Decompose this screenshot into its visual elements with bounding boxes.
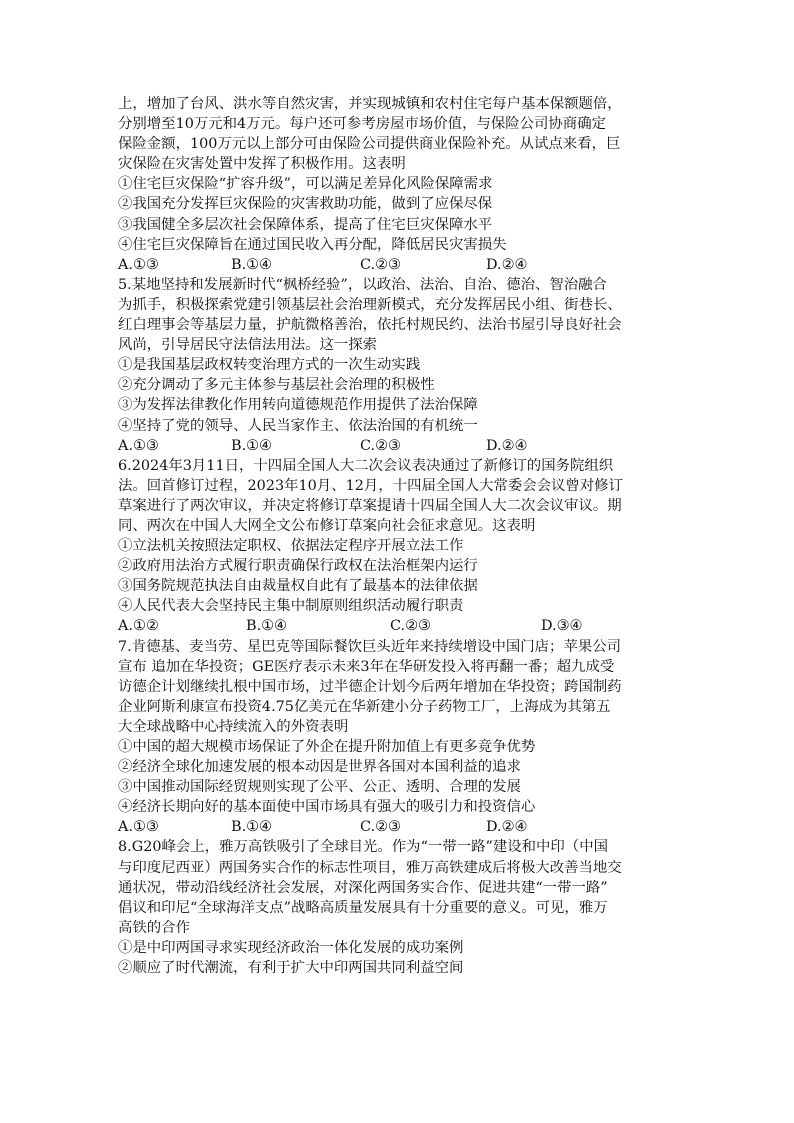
statement-item: ①住宅巨灾保险“扩容升级”，可以满足差异化风险保障需求 [118, 176, 493, 193]
option-b: B.①④ [246, 618, 287, 635]
question-stem-line: 宣布 追加在华投资；GE医疗表示未来3年在华研发投入将再翻一番；超九成受 [118, 658, 615, 675]
option-a: A.①③ [118, 819, 159, 836]
option-c: C.②③ [360, 819, 401, 836]
question-stem-line: 分别增至10万元和4万元。每户还可参考房屋市场价值，与保险公司协商确定 [118, 116, 606, 133]
question-8 [118, 837, 678, 978]
exam-page [118, 94, 678, 978]
option-c: C.②③ [390, 618, 431, 635]
question-stem-line: 6.2024年3月11日，十四届全国人大二次会议表决通过了新修订的国务院组织 [118, 457, 614, 474]
statement-item: ④人民代表大会坚持民主集中制原则组织活动履行职责 [118, 598, 464, 615]
statement-item: ④坚持了党的领导、人民当家作主、依法治国的有机统一 [118, 417, 478, 434]
statement-item: ②顺应了时代潮流，有利于扩大中印两国共同利益空间 [118, 960, 464, 977]
question-4 [118, 94, 678, 275]
statement-item: ①立法机关按照法定职权、依据法定程序开展立法工作 [118, 538, 464, 555]
answer-options [118, 436, 678, 456]
option-d: D.③④ [541, 618, 583, 635]
question-stem-line: 同、两次在中国人大网全文公布修订草案向社会征求意见。这表明 [118, 517, 536, 534]
question-5 [118, 275, 678, 456]
statement-item: ①中国的超大规模市场保证了外企在提升附加值上有更多竞争优势 [118, 739, 536, 755]
question-stem-line: 风尚，引导居民守法信法用法。这一探索 [118, 337, 378, 354]
answer-options [118, 817, 678, 837]
question-stem-line: 倡议和印尼“全球海洋支点”战略高质量发展具有十分重要的意义。可见，雅万 [118, 899, 608, 916]
option-b: B.①④ [231, 819, 272, 836]
question-stem-line: 为抓手，积极探索党建引领基层社会治理新模式，充分发挥居民小组、街巷长、 [118, 296, 622, 313]
question-stem-line: 法。回首修订过程，2023年10月、12月，十四届全国人大常委会会议曾对修订 [118, 477, 623, 494]
answer-options [118, 255, 678, 275]
statement-item: ①是中印两国寻求实现经济政治一体化发展的成功案例 [118, 939, 464, 956]
statement-item: ②经济全球化加速发展的根本动因是世界各国对本国利益的追求 [118, 759, 521, 776]
statement-item: ②我国充分发挥巨灾保险的灾害救助功能，做到了应保尽保 [118, 196, 493, 213]
question-stem-line: 与印度尼西亚）两国务实合作的标志性项目，雅万高铁建成后将极大改善当地交 [118, 859, 622, 876]
answer-options [118, 616, 678, 636]
statement-item: ③为发挥法律教化作用转向道德规范作用提供了法治保障 [118, 397, 478, 414]
option-d: D.②④ [486, 437, 528, 454]
statement-item: ③我国健全多层次社会保障体系，提高了住宅巨灾保障水平 [118, 216, 493, 233]
statement-item: ③国务院规范执法自由裁量权自此有了最基本的法律依据 [118, 578, 478, 595]
question-stem-line: 企业阿斯利康宣布投资4.75亿美元在华新建小分子药物工厂，上海成为其第五 [118, 698, 611, 715]
statement-item: ②充分调动了多元主体参与基层社会治理的积极性 [118, 377, 435, 394]
question-stem-line: 大全球战略中心持续流入的外资表明 [118, 718, 349, 735]
statement-item: ③中国推动国际经贸规则实现了公平、公正、透明、合理的发展 [118, 779, 521, 796]
option-a: A.①② [118, 618, 159, 635]
question-stem-line: 红白理事会等基层力量，护航微格善治，依托村规民约、法治书屋引导良好社会 [118, 317, 622, 334]
option-a: A.①③ [118, 256, 159, 273]
option-d: D.②④ [486, 819, 528, 836]
statement-item: ④经济长期向好的基本面使中国市场具有强大的吸引力和投资信心 [118, 799, 536, 816]
option-a: A.①③ [118, 437, 159, 454]
question-stem-line: 灾保险在灾害处置中发挥了积极作用。这表明 [118, 156, 406, 173]
option-d: D.②④ [486, 256, 528, 273]
question-stem-line: 8.G20峰会上，雅万高铁吸引了全球目光。作为“一带一路”建设和中印（中国 [118, 839, 608, 856]
option-b: B.①④ [231, 437, 272, 454]
question-stem-line: 访德企计划继续扎根中国市场，过半德企计划今后两年增加在华投资；跨国制药 [118, 678, 622, 695]
option-c: C.②③ [360, 256, 401, 273]
statement-item: ②政府用法治方式履行职责确保行政权在法治框架内运行 [118, 558, 478, 575]
question-6 [118, 456, 678, 637]
question-stem-line: 保险金额，100万元以上部分可由保险公司提供商业保险补充。从试点来看，巨 [118, 136, 621, 153]
question-stem-line: 上，增加了台风、洪水等自然灾害，并实现城镇和农村住宅每户基本保额题倍， [118, 96, 622, 112]
question-stem-line: 高铁的合作 [118, 919, 190, 936]
question-stem-line: 5.某地坚持和发展新时代“枫桥经验”，以政治、法治、自治、德治、智治融合 [118, 276, 607, 293]
question-7 [118, 637, 678, 838]
option-b: B.①④ [231, 256, 272, 273]
question-stem-line: 草案进行了两次审议，并决定将修订草案提请十四届全国人大二次会议审议。期 [118, 497, 622, 514]
statement-item: ④住宅巨灾保障旨在通过国民收入再分配，降低居民灾害损失 [118, 236, 507, 253]
statement-item: ①是我国基层政权转变治理方式的一次生动实践 [118, 357, 421, 374]
question-stem-line: 7.肯德基、麦当劳、星巴克等国际餐饮巨头近年来持续增设中国门店；苹果公司 [118, 638, 622, 655]
option-c: C.②③ [360, 437, 401, 454]
question-stem-line: 通状况，带动沿线经济社会发展，对深化两国务实合作、促进共建“一带一路” [118, 879, 608, 896]
